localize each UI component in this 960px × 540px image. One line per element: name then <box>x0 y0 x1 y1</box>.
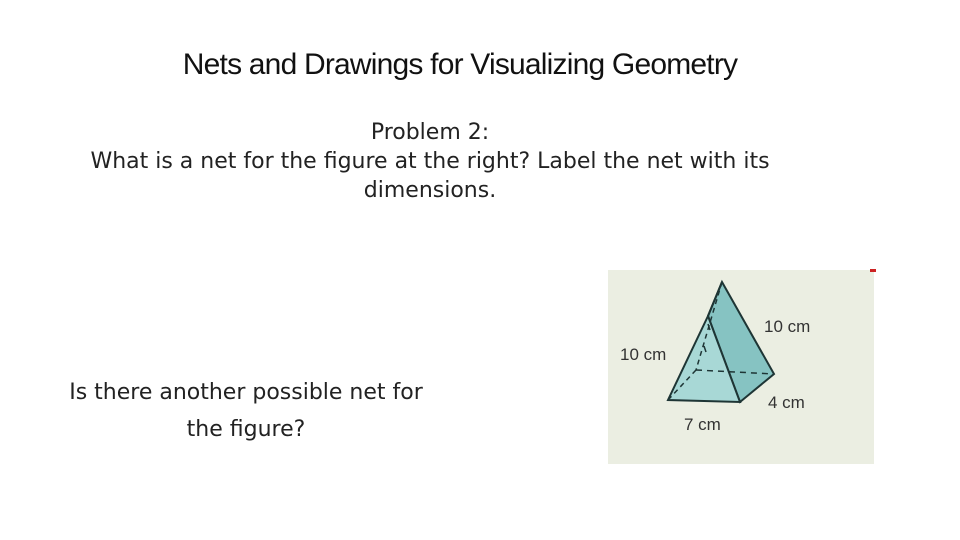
accent-mark <box>870 269 876 272</box>
triangular-prism-figure <box>608 266 878 466</box>
followup-question: Is there another possible net for the figure? <box>69 380 423 442</box>
dimension-label-left: 10 cm <box>620 345 667 364</box>
dimension-label-base: 7 cm <box>684 415 721 434</box>
dimension-label-right: 10 cm <box>764 317 811 336</box>
problem-statement <box>40 118 820 205</box>
problem-label: Problem 2: <box>370 120 490 145</box>
problem-question: What is a net for the figure at the right? Label the net with its dimensions. <box>90 149 770 203</box>
dimension-label-depth: 4 cm <box>768 393 805 412</box>
slide-title: Nets and Drawings for Visualizing Geometry <box>182 48 738 81</box>
prism-drawing <box>608 266 878 466</box>
